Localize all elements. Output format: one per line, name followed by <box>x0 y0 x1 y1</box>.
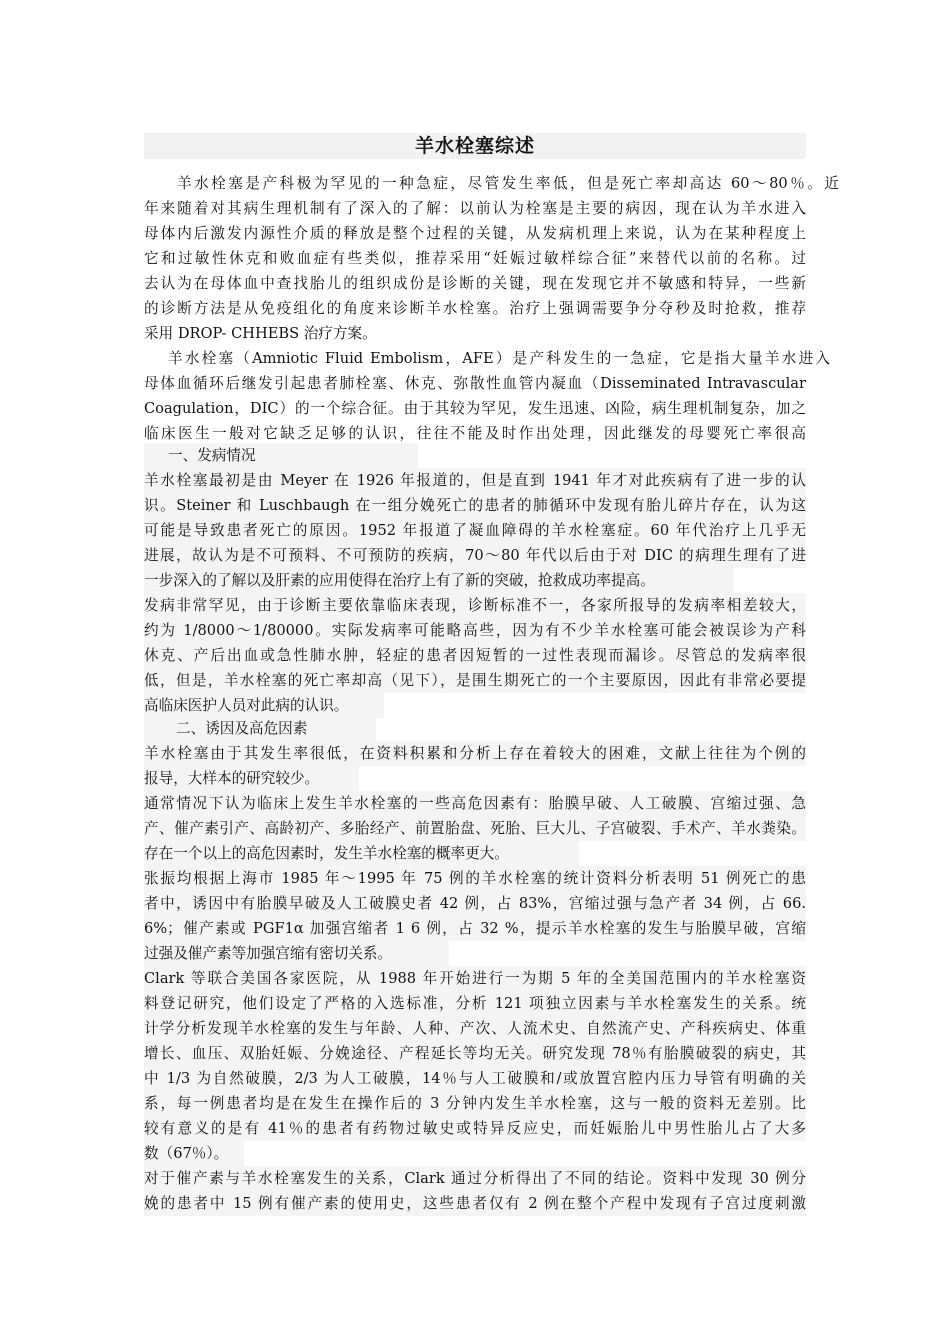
document-title: 羊水栓塞综述 <box>144 133 806 159</box>
text-line: 高临床医护人员对此病的认识。 <box>144 693 384 718</box>
text-line: 对于催产素与羊水栓塞发生的关系，Clark 通过分析得出了不同的结论。资料中发现 30 例分 <box>144 1166 806 1191</box>
text-line: 计学分析发现羊水栓塞的发生与年龄、人种、产次、人流术史、自然流产史、产科疾病史、体重 <box>144 1016 806 1041</box>
text-line: 增长、血压、双胎妊娠、分娩途径、产程延长等均无关。研究发现 78％有胎膜破裂的病史，其 <box>144 1041 806 1066</box>
text-line: 母体内后激发内源性介质的释放是整个过程的关键，从发病机理上来说，认为在某种程度上 <box>144 225 806 242</box>
text-line: 进展，故认为是不可预料、不可预防的疾病，70～80 年代以后由于对 DIC 的病理生理有了进 <box>144 543 806 568</box>
text-line: 约为 1/8000～1/80000。实际发病率可能略高些，因为有不少羊水栓塞可能会被误诊为产科 <box>144 618 806 643</box>
text-line: 者中，诱因中有胎膜早破及人工破膜史者 42 例，占 83%，宫缩过强与急产者 34 例，占 66. <box>144 891 806 916</box>
section-heading: 二、诱因及高危因素 <box>144 716 376 741</box>
text-line: 张振均根据上海市 1985 年～1995 年 75 例的羊水栓塞的统计资料分析表明 51 例死亡的患 <box>144 866 806 891</box>
text-line: 较有意义的是有 41％的患者有药物过敏史或特异反应史，而妊娠胎儿中男性胎儿占了大多 <box>144 1116 806 1141</box>
text-line: 中 1/3 为自然破膜，2/3 为人工破膜，14％与人工破膜和/或放置宫腔内压力导管有明确的关 <box>144 1066 806 1091</box>
text-line: 它和过敏性休克和败血症有些类似，推荐采用“妊娠过敏样综合征”来替代以前的名称。过 <box>144 250 806 267</box>
text-line: 的诊断方法是从免疫组化的角度来诊断羊水栓塞。治疗上强调需要争分夺秒及时抢救，推荐 <box>144 300 806 317</box>
text-line: 采用 DROP- CHHEBS 治疗方案。 <box>144 325 377 342</box>
text-line: 低，但是，羊水栓塞的死亡率却高（见下），是围生期死亡的一个主要原因，因此有非常必要提 <box>144 668 806 693</box>
text-line: 可能是导致患者死亡的原因。1952 年报道了凝血障碍的羊水栓塞症。60 年代治疗上几乎无 <box>144 518 806 543</box>
text-line: 羊水栓塞是产科极为罕见的一种急症，尽管发生率低，但是死亡率却高达 60～80％。近 <box>177 175 839 192</box>
text-line: 年来随着对其病生理机制有了深入的了解：以前认为栓塞是主要的病因，现在认为羊水进入 <box>144 200 806 217</box>
text-line: 母体血循环后继发引起患者肺栓塞、休克、弥散性血管内凝血（Disseminated Intravascular <box>144 375 806 392</box>
text-line: 6%；催产素或 PGF1α 加强宫缩者 1 6 例，占 32 %，提示羊水栓塞的发生与胎膜早破，宫缩 <box>144 916 806 941</box>
text-line: 羊水栓塞最初是由 Meyer 在 1926 年报道的，但是直到 1941 年才对此疾病有了进一步的认 <box>144 468 806 493</box>
text-line: 产、催产素引产、高龄初产、多胎经产、前置胎盘、死胎、巨大儿、子宫破裂、手术产、羊水粪染。 <box>144 816 806 841</box>
section-heading: 一、发病情况 <box>144 443 418 468</box>
text-line: 临床医生一般对它缺乏足够的认识，往往不能及时作出处理，因此继发的母婴死亡率很高 <box>144 425 806 442</box>
text-line: 料登记研究，他们设定了严格的入选标准，分析 121 项独立因素与羊水栓塞发生的关系。统 <box>144 991 806 1016</box>
text-line: 娩的患者中 15 例有催产素的使用史，这些患者仅有 2 例在整个产程中发现有子宫过度刺激 <box>144 1191 806 1216</box>
text-line: Clark 等联合美国各家医院，从 1988 年开始进行一为期 5 年的全美国范围内的羊水栓塞资 <box>144 966 806 991</box>
text-line: 羊水栓塞（Amniotic Fluid Embolism，AFE）是产科发生的一急症，它是指大量羊水进入 <box>168 350 830 367</box>
text-line: 一步深入的了解以及肝素的应用使得在治疗上有了新的突破，抢救成功率提高。 <box>144 568 734 593</box>
text-line: 识。Steiner 和 Luschbaugh 在一组分娩死亡的患者的肺循环中发现有胎儿碎片存在，认为这 <box>144 493 806 518</box>
text-line: 存在一个以上的高危因素时，发生羊水栓塞的概率更大。 <box>144 841 579 866</box>
text-line: 通常情况下认为临床上发生羊水栓塞的一些高危因素有：胎膜早破、人工破膜、宫缩过强、急 <box>144 791 806 816</box>
text-line: 过强及催产素等加强宫缩有密切关系。 <box>144 941 449 966</box>
text-line: 去认为在母体血中查找胎儿的组织成份是诊断的关键，现在发现它并不敏感和特异，一些新 <box>144 275 806 292</box>
text-line: 数（67％）。 <box>144 1141 244 1166</box>
text-line: Coagulation，DIC）的一个综合征。由于其较为罕见，发生迅速、凶险，病生理机制复杂，加之 <box>144 400 806 417</box>
text-line: 休克、产后出血或急性肺水肿，轻症的患者因短暂的一过性表现而漏诊。尽管总的发病率很 <box>144 643 806 668</box>
text-line: 系，每一例患者均是在发生在操作后的 3 分钟内发生羊水栓塞，这与一般的资料无差别。比 <box>144 1091 806 1116</box>
text-line: 报导，大样本的研究较少。 <box>144 766 359 791</box>
text-line: 发病非常罕见，由于诊断主要依靠临床表现，诊断标准不一，各家所报导的发病率相差较大， <box>144 593 806 618</box>
text-line: 羊水栓塞由于其发生率很低，在资料积累和分析上存在着较大的困难，文献上往往为个例的 <box>144 741 806 766</box>
